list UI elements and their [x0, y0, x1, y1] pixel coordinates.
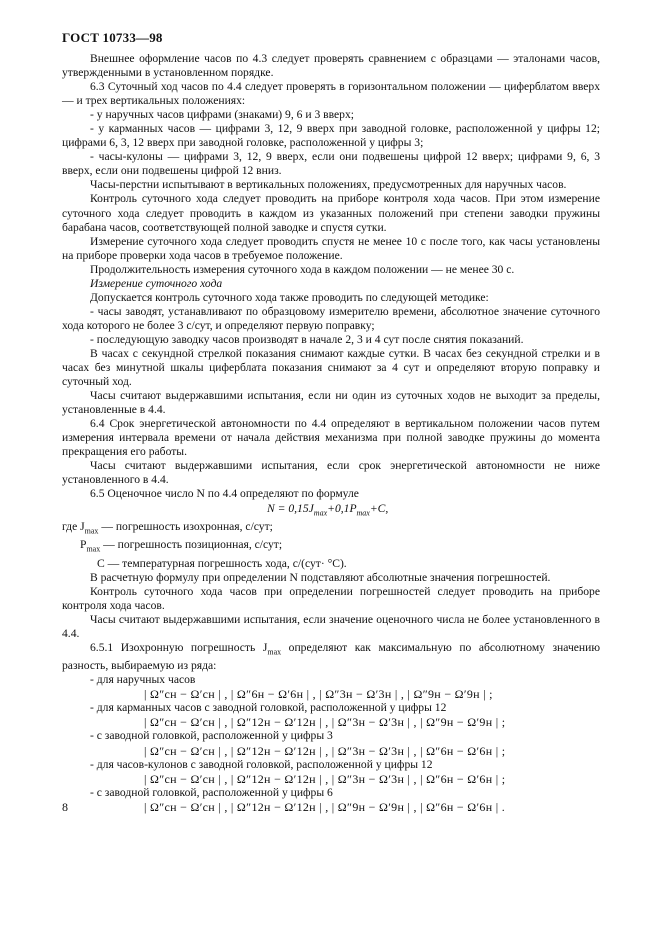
section-heading: Измерение суточного хода	[90, 276, 223, 290]
paragraph: Контроль суточного хода следует проводить на приборе контроля хода часов. При этом измерение суточного хода следует проводить в каждом из указанных положений при степени заводки пружины барабана часов, соответствующей полной заводке и спустя сутки.	[62, 192, 600, 234]
paragraph: 6.5 Оценочное число N по 4.4 определяют по формуле	[90, 487, 359, 501]
paragraph: Часы-перстни испытывают в вертикальных положениях, предусмотренных для наручных часов.	[90, 178, 567, 192]
paragraph: Контроль суточного хода часов при определении погрешностей следует проводить на приборе контроля хода часов.	[62, 584, 600, 612]
list-item: - последующую заводку часов производят в начале 2, 3 и 4 сут после снятия показаний.	[90, 332, 524, 346]
formula: $N = 0,15J_{max}+0,1P_{max}+C$,	[267, 501, 389, 517]
paragraph: Внешнее оформление часов по 4.3 следует проверять сравнением с образцами — эталонами часов, утвержденными в установленном порядке.	[62, 52, 600, 80]
expression-row: | Ω″сн − Ω′сн | , | Ω″12н − Ω′12н | , | Ω″9н − Ω′9н | , | Ω″6н − Ω′6н | .	[144, 799, 506, 814]
list-item: - для карманных часов с заводной головкой, расположенной у цифры 12	[90, 701, 447, 715]
paragraph: 6.3 Суточный ход часов по 4.4 следует проверять в горизонтальном положении — циферблатом вверх — и трех вертикальных положениях:	[62, 80, 600, 108]
expression-row: | Ω″сн − Ω′сн | , | Ω″12н − Ω′12н | , | Ω″3н − Ω′3н | , | Ω″6н − Ω′6н | ;	[144, 771, 506, 786]
list-item: - у наручных часов цифрами (знаками) 9, 6 и 3 вверх;	[90, 108, 354, 122]
expression-row: | Ω″сн − Ω′сн | , | Ω″12н − Ω′12н | , | Ω″3н − Ω′3н | , | Ω″6н − Ω′6н | ;	[144, 743, 506, 758]
paragraph: Часы считают выдержавшими испытания, если значение оценочного числа не более установленного в 4.4.	[62, 612, 600, 640]
paragraph: Часы считают выдержавшими испытания, если срок энергетической автономности не ниже установленного в 4.4.	[62, 459, 600, 487]
paragraph: В часах с секундной стрелкой показания снимают каждые сутки. В часах без секундной стрелки и в часах без минутной шкалы циферблата показания снимают за 4 сут и определяют вторую поправку и суточный ход.	[62, 346, 600, 389]
list-item: - у карманных часов — цифрами 3, 12, 9 вверх при заводной головке, расположенной у цифры 12; цифрами 6, 3, 12 вверх при заводной головке, расположенной у цифры 3;	[62, 122, 600, 150]
list-item: - для наручных часов	[90, 673, 196, 687]
document-header: ГОСТ 10733—98	[62, 30, 163, 45]
paragraph: В расчетную формулу при определении N подставляют абсолютные значения погрешностей.	[90, 570, 551, 584]
paragraph: Продолжительность измерения суточного хода в каждом положении — не менее 30 с.	[90, 262, 515, 276]
paragraph: Часы считают выдержавшими испытания, если ни один из суточных ходов не выходит за пределы, установленные в 4.4.	[62, 389, 600, 417]
formula-legend: $P_{max}$ — погрешность позиционная, с/сут;	[80, 538, 283, 554]
list-item: - с заводной головкой, расположенной у цифры 6	[90, 785, 333, 799]
paragraph: Измерение суточного хода следует проводить спустя не менее 10 с после того, как часы установлены на приборе проверки хода часов в требуемое положение.	[62, 234, 600, 262]
document-body	[62, 52, 600, 814]
list-item: - для часов-кулонов с заводной головкой, расположенной у цифры 12	[90, 757, 433, 771]
list-item: - часы заводят, устанавливают по образцовому измерителю времени, абсолютное значение суточного хода которого не более 3 с/сут, и определяют первую поправку;	[62, 304, 600, 332]
paragraph: Допускается контроль суточного хода также проводить по следующей методике:	[90, 290, 489, 304]
expression-row: | Ω″сн − Ω′сн | , | Ω″12н − Ω′12н | , | Ω″3н − Ω′3н | , | Ω″9н − Ω′9н | ;	[144, 715, 506, 730]
paragraph: 6.5.1 Изохронную погрешность $J_{max}$ определяют как максимальную по абсолютному значению разность, выбираемую из ряда:	[62, 640, 600, 673]
page-number: 8	[62, 800, 68, 814]
list-item: - часы-кулоны — цифрами 3, 12, 9 вверх, если они подвешены цифрой 12 вверх; цифрами 9, 6, 3 вверх, если они подвешены цифрой 12 вниз.	[62, 150, 600, 178]
formula-legend: C — температурная погрешность хода, с/(сут· °С).	[97, 556, 347, 570]
paragraph: 6.4 Срок энергетической автономности по 4.4 определяют в вертикальном положении часов путем измерения интервала времени от начала действия механизма при полной заводке пружины до момента прекращения его работы.	[62, 417, 600, 459]
list-item: - с заводной головкой, расположенной у цифры 3	[90, 729, 333, 743]
expression-row: | Ω″сн − Ω′сн | , | Ω″6н − Ω′6н | , | Ω″3н − Ω′3н | , | Ω″9н − Ω′9н | ;	[144, 687, 493, 702]
formula-legend: где $J_{max}$ — погрешность изохронная, с/сут;	[62, 519, 273, 536]
